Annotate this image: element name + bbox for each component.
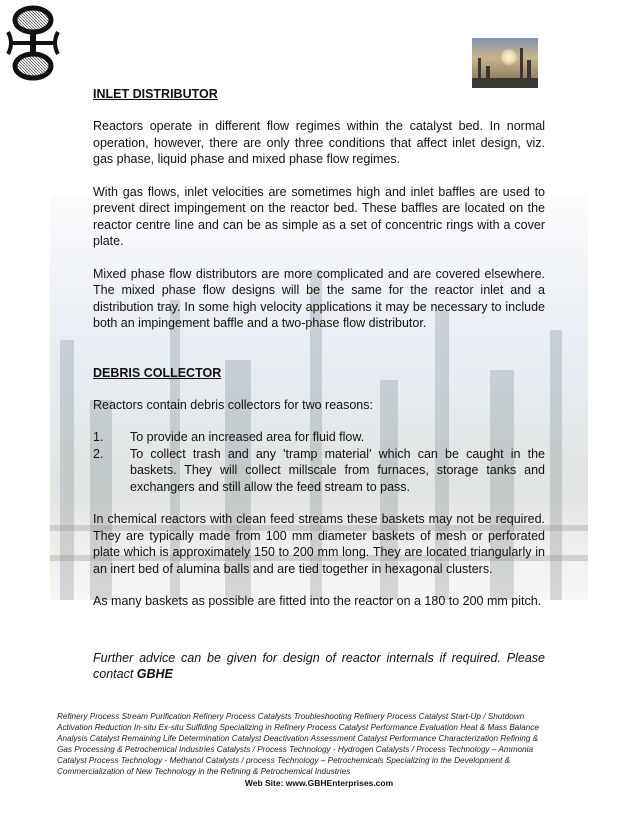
website-link[interactable]: Web Site: www.GBHEnterprises.com (244, 778, 394, 788)
inlet-distributor-heading: INLET DISTRIBUTOR (93, 87, 218, 101)
debris-paragraph-3: As many baskets as possible are fitted into the reactor on a 180 to 200 mm pitch. (93, 594, 542, 608)
advice-paragraph: Further advice can be given for design of reactor internals if required. Please contact GBHE (93, 650, 545, 681)
list-item: 2. To collect trash and any 'tramp material' which can be caught in the baskets. They will collect millscale from furnaces, storage tanks and exchangers and still allow the feed stream to pass. (93, 446, 545, 494)
inlet-paragraph-1: Reactors operate in different flow regimes within the catalyst bed. In normal operation, however, there are only three conditions that affect inlet design, viz. gas phase, liquid phase and mixed phase flow regimes. (93, 119, 545, 166)
list-item: 1. To provide an increased area for fluid flow. (93, 430, 365, 444)
main-content (93, 86, 545, 683)
inlet-paragraph-2: With gas flows, inlet velocities are sometimes high and inlet baffles are used to prevent direct impingement on the reactor bed. These baffles are located on the reactor centre line and can be as simple as a set of concentric rings with a cover plate. (93, 184, 545, 248)
refinery-thumbnail-photo (472, 38, 538, 88)
debris-paragraph-2: In chemical reactors with clean feed streams these baskets may not be required. They are typically made from 100 mm diameter baskets of mesh or perforated plate which is approximately 150 to 200 mm long. They are located triangularly in an inert bed of alumina balls and are tied together in hexagonal clusters. (93, 512, 545, 576)
debris-intro: Reactors contain debris collectors for two reasons: (93, 397, 373, 412)
debris-collector-heading: DEBRIS COLLECTOR (93, 365, 222, 380)
company-name: GBHE (136, 667, 173, 681)
inlet-paragraph-3: Mixed phase flow distributors are more complicated and are covered elsewhere. The mixed phase flow designs will be the same for the reactor inlet and a distribution tray. In some high velocity applications it may be necessary to include both an impingement baffle and a two-phase flow distributor. (93, 266, 545, 330)
debris-reasons-list (93, 429, 545, 495)
gbhe-logo-icon (4, 4, 62, 82)
footer-services-text: Refinery Process Stream Purification Refinery Process Catalysts Troubleshooting Refinery Process Catalyst Start-Up / Shutdown Activation Reduction In-situ Ex-situ Sulfiding Specializing in Refinery Process Catalyst Performance Evaluation Heat & Mass Balance Analysis Catalyst Remaining Life Determination Catalyst Deactivation Assessment Catalyst Performance Characterization Refining & Gas Processing & Petrochemical Industries Catalysts / Process Technology - Hydrogen Catalysts / Process Technology – Ammonia Catalyst Process Technology - Methanol Catalysts / process Technology – Petrochemicals Specializing in the Development & Commercialization of New Technology in the Refining & Petrochemical Industries (57, 712, 539, 776)
